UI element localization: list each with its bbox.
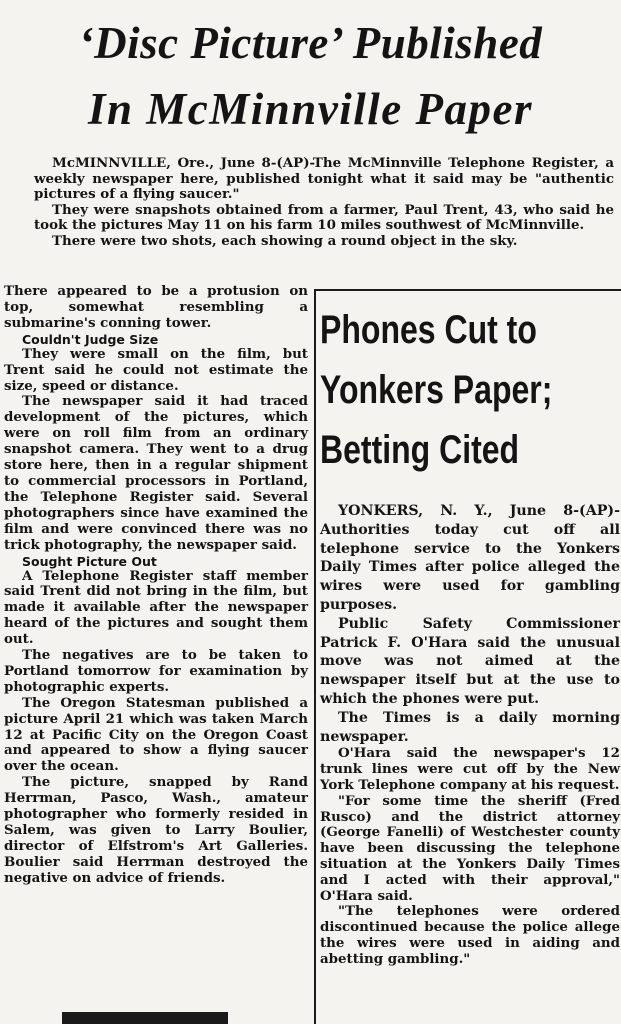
yonkers-headline	[320, 300, 620, 480]
paragraph-oregon-statesman: The Oregon Statesman published a picture April 21 which was taken March 12 at Pacific City on the Oregon Coast and appeared to show a flying saucer over the ocean.	[4, 694, 308, 775]
next-headline-fragment	[62, 1012, 228, 1024]
yonkers-headline-line-1: Phones Cut to	[320, 308, 537, 352]
intro-paragraph-dateline: McMINNVILLE, Ore., June 8-(AP)-The McMinnville Telephone Register, a weekly newspaper here, published tonight what it said may be "authentic pictures of a flying saucer."	[34, 155, 614, 203]
yonkers-paragraph-daily-morning: The Times is a daily morning newspaper.	[320, 709, 620, 745]
yonkers-headline-line-3: Betting Cited	[320, 428, 520, 472]
paragraph-negatives: The negatives are to be taken to Portland tomorrow for examination by photographic experts.	[4, 647, 308, 695]
headline-line-2: In McMinnville Paper	[87, 84, 534, 134]
right-article-column	[320, 300, 620, 968]
yonkers-paragraph-gambling-quote: "The telephones were ordered discontinued because the police allege the wires were used in aiding and abetting gambling."	[320, 903, 620, 967]
left-article-column	[4, 284, 308, 887]
yonkers-paragraph-commissioner: Public Safety Commissioner Patrick F. O'Hara said the unusual move was not aimed at the newspaper itself but at the use to which the phones were put.	[320, 615, 620, 707]
yonkers-paragraph-dateline: YONKERS, N. Y., June 8-(AP)-Authorities today cut off all telephone service to the Yonkers Daily Times after police alleged the wires were used for gambling purposes.	[320, 503, 620, 613]
subhead-couldnt-judge-size: Couldn't Judge Size	[22, 331, 159, 347]
yonkers-paragraph-sheriff-quote: "For some time the sheriff (Fred Rusco) and the district attorney (George Fanelli) of Westchester county have been discussing the telephone situation at the Yonkers Daily Times and I acted with their approval," O'Hara said.	[320, 792, 620, 904]
intro-block	[34, 156, 614, 250]
column-top-rule	[315, 289, 621, 291]
paragraph-small-on-film: They were small on the film, but Trent said he could not estimate the size, speed or distance.	[4, 345, 308, 394]
yonkers-article-body	[320, 502, 620, 968]
paragraph-protusion: There appeared to be a protusion on top, somewhat resembling a submarine's conning tower.	[4, 283, 308, 331]
intro-paragraph-snapshots: They were snapshots obtained from a farmer, Paul Trent, 43, who said he took the pictures May 11 on his farm 10 miles southwest of McMinnville.	[34, 201, 614, 234]
subhead-sought-picture-out: Sought Picture Out	[22, 553, 157, 569]
intro-paragraph-two-shots: There were two shots, each showing a round object in the sky.	[52, 232, 518, 249]
yonkers-headline-line-2: Yonkers Paper;	[320, 368, 553, 412]
paragraph-herrman-picture: The picture, snapped by Rand Herrman, Pasco, Wash., amateur photographer who formerly resided in Salem, was given to Larry Boulier, director of Elfstrom's Art Galleries. Boulier said Herrman destroyed the negative on advice of friends.	[4, 774, 308, 886]
paragraph-staff-member: A Telephone Register staff member said Trent did not bring in the film, but made it available after the newspaper heard of the pictures and sought them out.	[4, 567, 308, 648]
yonkers-paragraph-trunk-lines: O'Hara said the newspaper's 12 trunk lines were cut off by the New York Telephone company at his request.	[320, 745, 620, 793]
paragraph-traced-development: The newspaper said it had traced development of the pictures, which were on roll film from an ordinary snapshot camera. They went to a drug store here, then in a regular shipment to commercial processors in Portland, the Telephone Register said. Several photographers since have examined the film and were convinced there was no trick photography, the newspaper said.	[4, 393, 308, 553]
headline-line-1: ‘Disc Picture’ Published	[78, 18, 543, 68]
column-divider-rule	[314, 289, 316, 1024]
